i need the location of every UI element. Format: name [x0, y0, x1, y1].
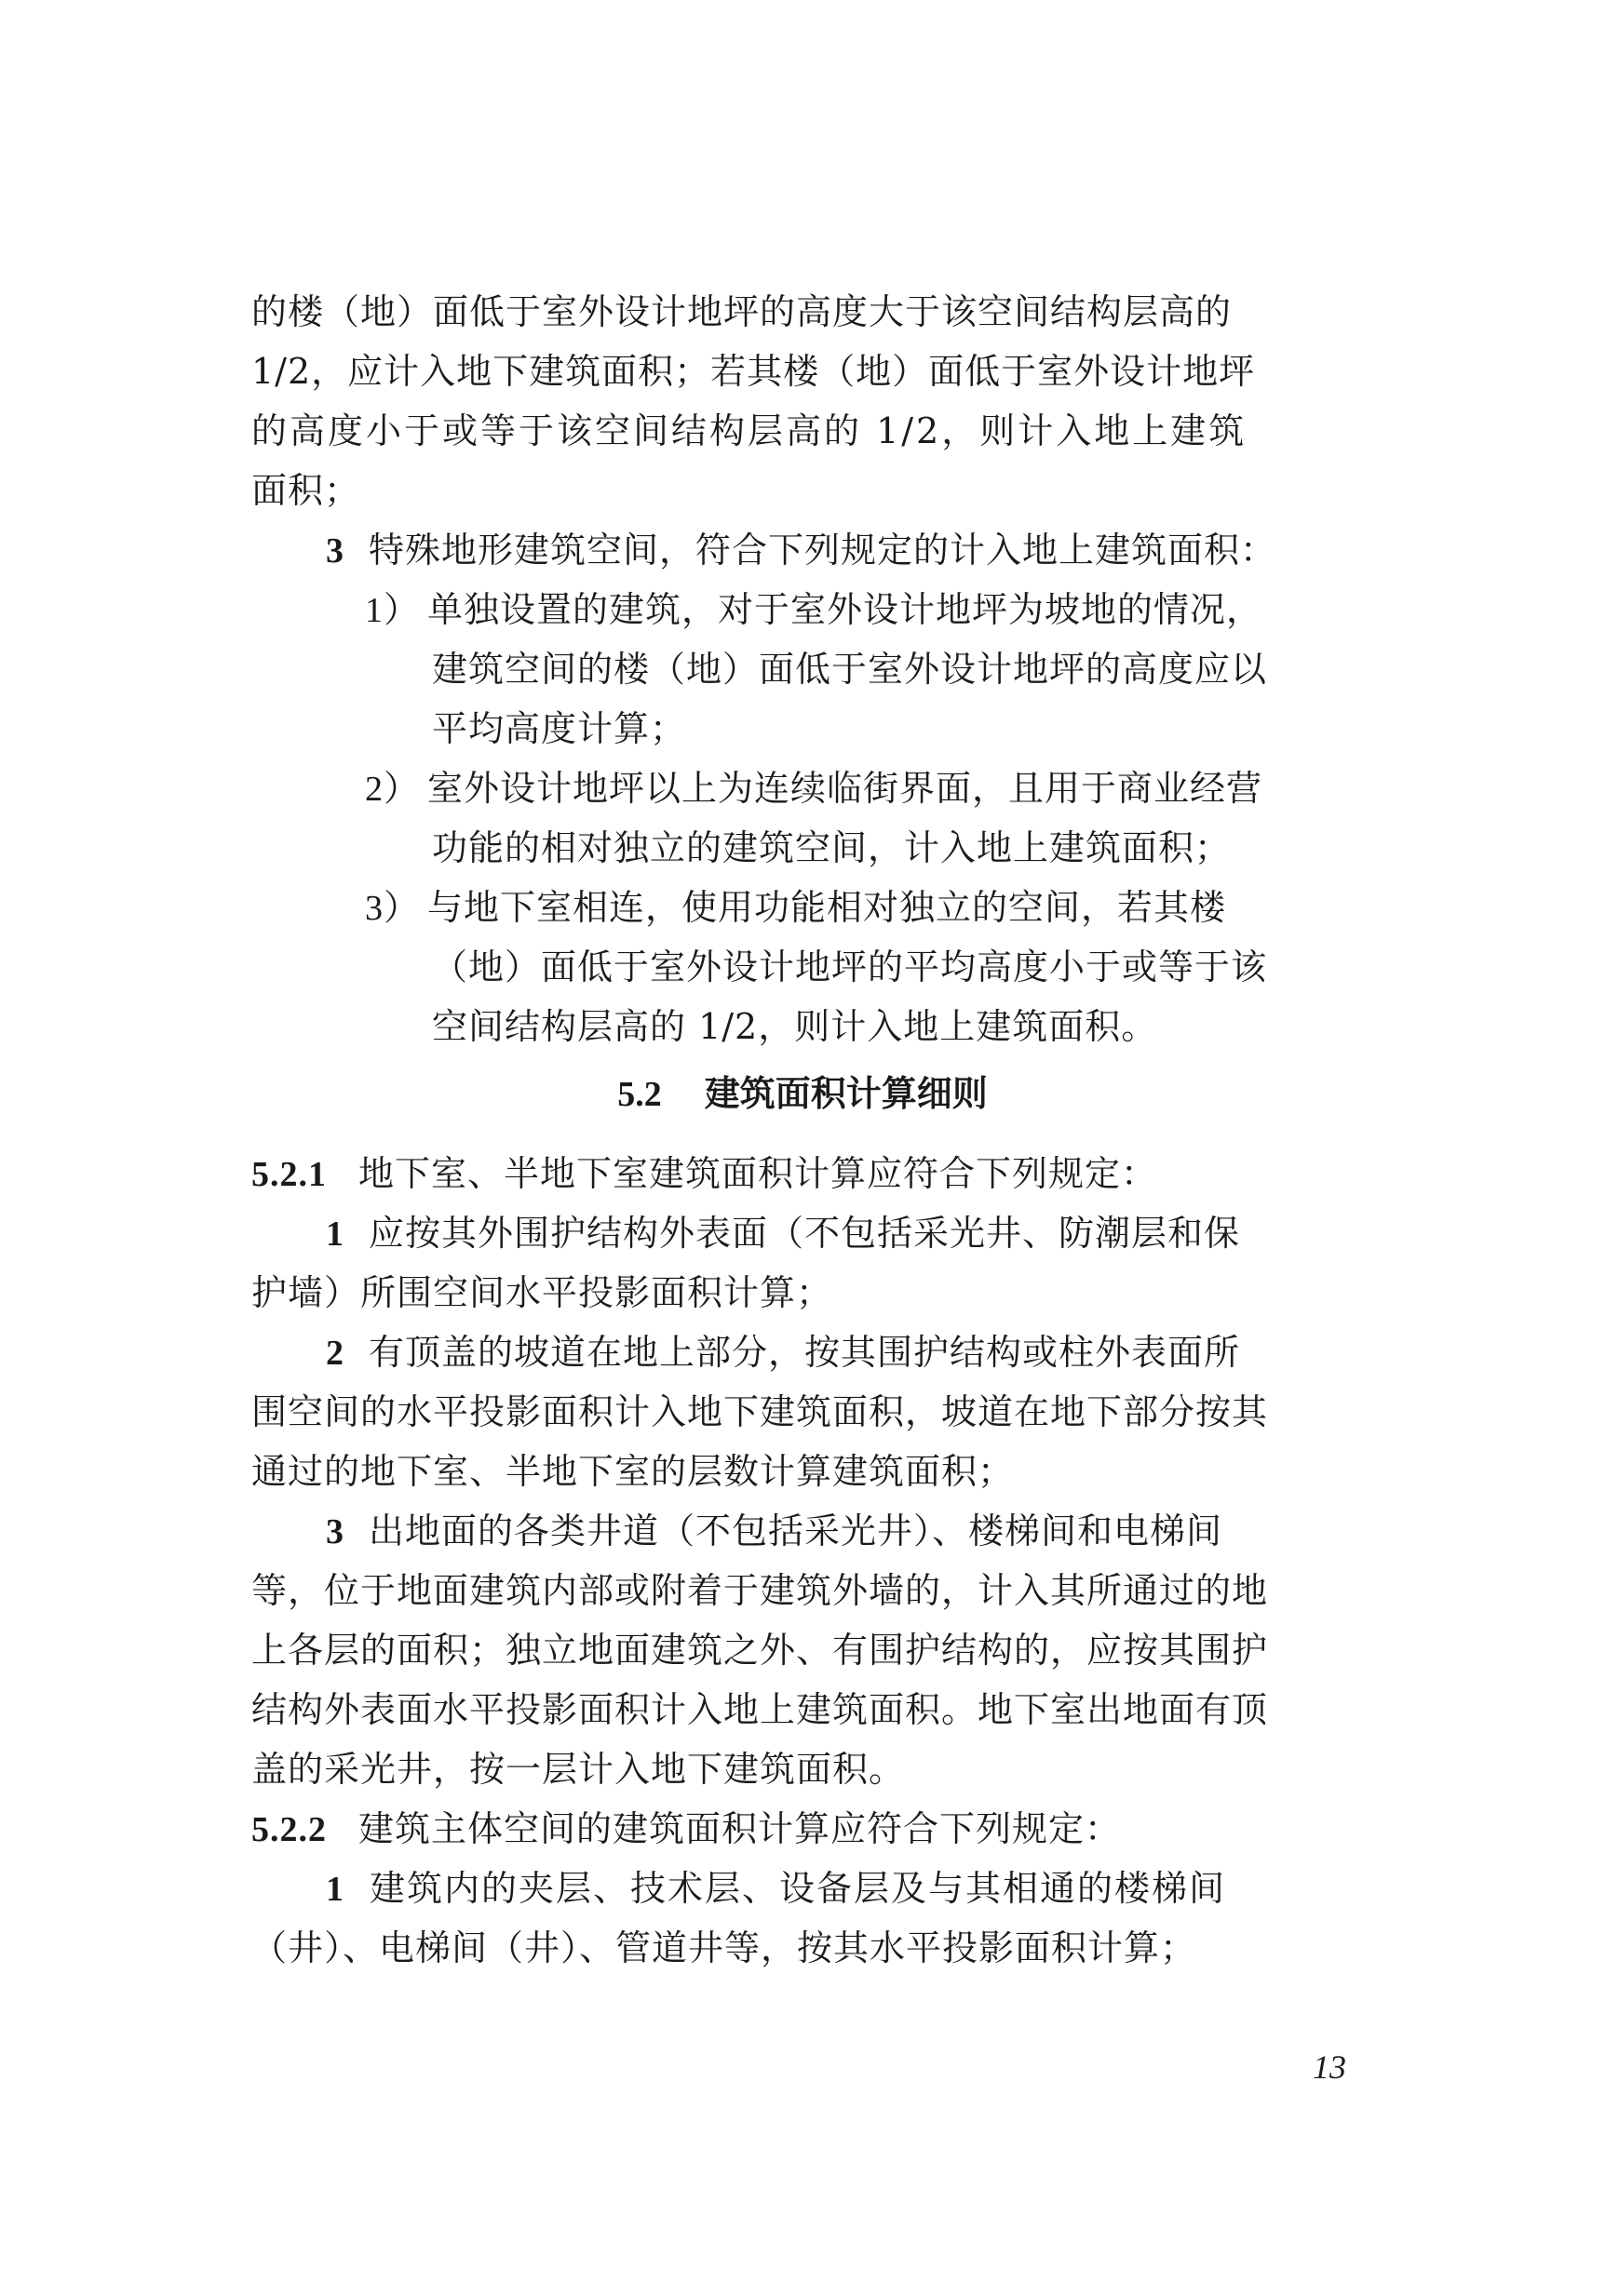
line-text: 建筑内的夹层、技术层、设备层及与其相通的楼梯间 — [370, 1868, 1227, 1909]
text-line — [251, 1387, 1378, 1437]
line-text: （井）、电梯间（井）、管道井等，按其水平投影面积计算； — [251, 1927, 1197, 1968]
section-title: 建筑面积计算细则 — [704, 1073, 988, 1114]
line-text: 特殊地形建筑空间，符合下列规定的计入地上建筑面积： — [369, 530, 1277, 571]
item-line — [326, 1208, 1452, 1259]
section-heading — [0, 1068, 1605, 1120]
text-line — [251, 346, 1378, 396]
subitem-number: 2） — [365, 770, 421, 809]
line-text: 围空间的水平投影面积计入地下建筑面积，坡道在地下部分按其 — [251, 1391, 1269, 1432]
text-line — [251, 1446, 1378, 1497]
text-line — [432, 704, 1558, 754]
line-text: 等，位于地面建筑内部或附着于建筑外墙的，计入其所通过的地 — [251, 1570, 1269, 1611]
subitem-line — [365, 882, 1491, 933]
line-text: 护墙）所围空间水平投影面积计算； — [251, 1272, 833, 1313]
text-line — [251, 287, 1378, 337]
line-text: 应按其外围护结构外表面（不包括采光井、防潮层和保 — [369, 1213, 1241, 1254]
line-text: 功能的相对独立的建筑空间，计入地上建筑面积； — [432, 827, 1232, 868]
subitem-number: 1） — [365, 591, 421, 630]
item-line — [326, 1327, 1452, 1378]
line-text: 的高度小于或等于该空间结构层高的 1/2，则计入地上建筑 — [251, 410, 1248, 451]
item-number: 1 — [326, 1215, 344, 1254]
line-text: 室外设计地坪以上为连续临街界面，且用于商业经营 — [427, 768, 1263, 809]
line-text: 盖的采光井，按一层计入地下建筑面积。 — [251, 1749, 906, 1790]
line-text: 单独设置的建筑，对于室外设计地坪为坡地的情况， — [427, 589, 1263, 630]
clause-line — [251, 1804, 1378, 1855]
item-number: 3 — [326, 1512, 344, 1551]
clause-number: 5.2.1 — [251, 1155, 327, 1194]
subitem-line — [365, 584, 1491, 636]
text-line — [251, 1625, 1378, 1675]
line-text: 建筑主体空间的建筑面积计算应符合下列规定： — [358, 1808, 1122, 1849]
text-line — [251, 465, 1378, 516]
text-line — [251, 1685, 1378, 1735]
page-number: 13 — [1313, 2048, 1346, 2086]
item-number: 2 — [326, 1334, 344, 1373]
clause-line — [251, 1148, 1378, 1200]
line-text: 出地面的各类井道（不包括采光井）、楼梯间和电梯间 — [369, 1511, 1223, 1551]
text-line — [432, 1001, 1558, 1052]
subitem-number: 3） — [365, 889, 421, 928]
line-text: 通过的地下室、半地下室的层数计算建筑面积； — [251, 1451, 1015, 1492]
section-number: 5.2 — [617, 1075, 662, 1114]
text-line — [251, 406, 1378, 456]
line-text: 空间结构层高的 1/2，则计入地上建筑面积。 — [432, 1006, 1158, 1047]
line-text: 建筑空间的楼（地）面低于室外设计地坪的高度应以 — [432, 649, 1268, 690]
item-line — [326, 525, 1452, 576]
text-line — [251, 1744, 1378, 1794]
text-line — [432, 942, 1558, 992]
clause-number: 5.2.2 — [251, 1810, 327, 1849]
line-text: 1/2，应计入地下建筑面积；若其楼（地）面低于室外设计地坪 — [251, 351, 1256, 392]
text-line — [251, 1923, 1378, 1973]
text-line — [251, 1565, 1378, 1616]
line-text: （地）面低于室外设计地坪的平均高度小于或等于该 — [432, 947, 1268, 987]
line-text: 的楼（地）面低于室外设计地坪的高度大于该空间结构层高的 — [251, 291, 1233, 332]
item-line — [326, 1863, 1452, 1914]
text-line — [432, 823, 1558, 873]
line-text: 面积； — [251, 470, 361, 511]
text-line — [432, 644, 1558, 694]
item-number: 1 — [326, 1870, 345, 1909]
text-line — [251, 1268, 1378, 1318]
item-number: 3 — [326, 531, 344, 571]
item-line — [326, 1506, 1452, 1557]
line-text: 与地下室相连，使用功能相对独立的空间，若其楼 — [427, 887, 1227, 928]
line-text: 平均高度计算； — [432, 708, 687, 749]
subitem-line — [365, 763, 1491, 814]
line-text: 结构外表面水平投影面积计入地上建筑面积。地下室出地面有顶 — [251, 1689, 1269, 1730]
line-text: 上各层的面积；独立地面建筑之外、有围护结构的，应按其围护 — [251, 1630, 1269, 1671]
line-text: 有顶盖的坡道在地上部分，按其围护结构或柱外表面所 — [369, 1332, 1241, 1373]
line-text: 地下室、半地下室建筑面积计算应符合下列规定： — [358, 1153, 1158, 1194]
